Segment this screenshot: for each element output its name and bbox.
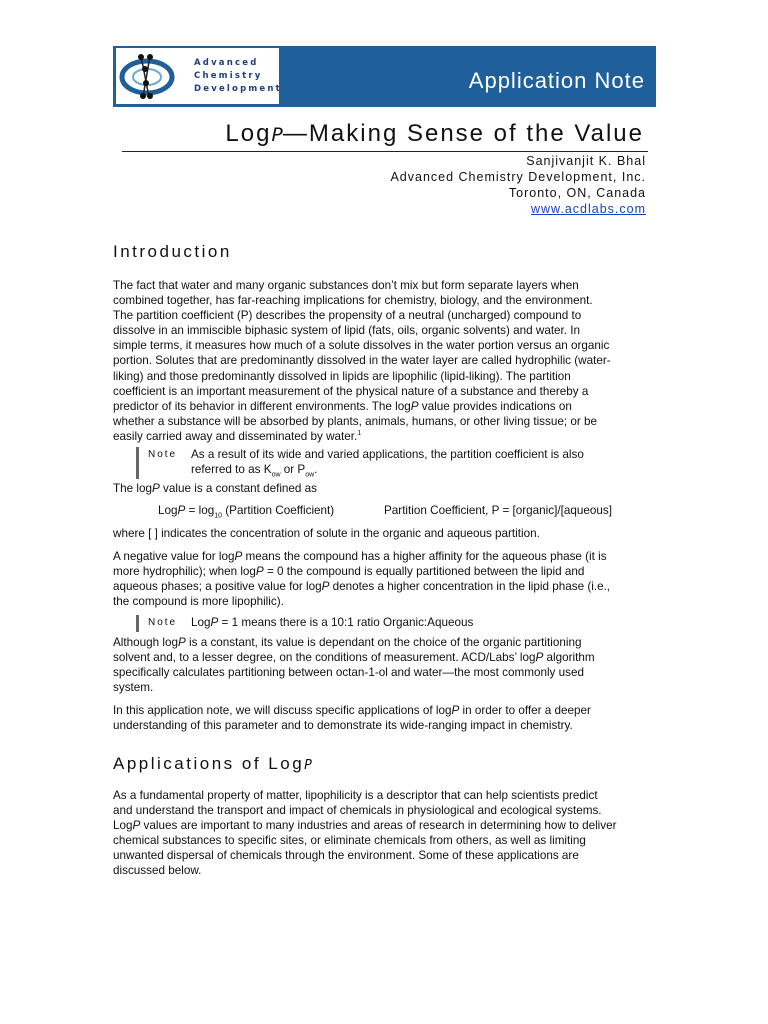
note-bar	[136, 447, 139, 479]
document-title: LogP—Making Sense of the Value	[225, 120, 644, 147]
applications-heading: Applications of LogP	[113, 754, 312, 773]
logp-formula: LogP = $\log_{10}$ (Partition Coefficient)	[158, 504, 335, 520]
discussion-paragraph: In this application note, we will discuss specific applications of logP in order to offer a deeper understanding of this parameter and to demonstrate its wide-ranging impact in chemistry.	[113, 704, 591, 733]
title-divider	[122, 151, 648, 152]
author-company: Advanced Chemistry Development, Inc.	[390, 170, 646, 184]
author-website	[531, 202, 646, 216]
note-text: As a result of its wide and varied applications, the partition coefficient is also referred to as $K_{ow}$ or $P_{ow}$.	[191, 448, 584, 479]
partition-coefficient-formula: Partition Coefficient, P = [organic]/[aqueous]	[384, 504, 612, 517]
logp-definition-text: The logP value is a constant defined as	[113, 482, 318, 495]
author-location: Toronto, ON, Canada	[508, 186, 646, 200]
note-ratio-text: LogP = 1 means there is a 10:1 ratio Organic:Aqueous	[191, 616, 474, 629]
note-bar	[136, 615, 139, 632]
applications-paragraph: As a fundamental property of matter, lipophilicity is a descriptor that can help scientists predict and understand the transport and impact of chemicals in physiological and ecological systems. LogP values are important to many industries and areas of research in determining how to deliver chemical substances to specific sites, or eliminate chemicals from others, as well as limiting unwanted dispersal of chemicals through the environment. Some of these applications are discussed below.	[113, 789, 617, 878]
note-label: Note	[148, 617, 178, 628]
banner-title: Application Note	[468, 68, 645, 93]
introduction-heading: Introduction	[113, 242, 232, 261]
intro-paragraph: The fact that water and many organic substances don’t mix but form separate layers when combined together, has far-reaching implications for chemistry, biology, and the environment. The partition coefficient (P) describes the propensity of a neutral (uncharged) compound to dissolve in an immiscible biphasic system of lipid (fats, oils, organic solvents) and water. In simple terms, it measures how much of a solute dissolves in the water portion versus an organic portion. Solutes that are predominantly dissolved in the water layer are called hydrophilic (water- liking) and those predominantly dissolved in lipids are lipophilic (lipid-liking). The partition coefficient is an important measurement of the physical nature of a substance and thereby a predictor of its behavior in different environments. The logP value provides indications on whether a substance will be absorbed by plants, animals, humans, or other living tissue; or be easily carried away and disseminated by water.$^1$	[113, 279, 611, 443]
constant-value-paragraph: Although logP is a constant, its value is dependant on the choice of the organic partitioning solvent and, to a lesser degree, on the conditions of measurement. ACD/Labs’ logP algorithm specifically calculates partitioning between octan-1-ol and water—the most commonly used system.	[113, 636, 595, 695]
note-label: Note	[148, 449, 178, 460]
molecule-logo-icon	[119, 50, 175, 102]
website-link[interactable]: www.acdlabs.com	[530, 202, 646, 216]
logo-wordmark: Advanced Chemistry Development	[194, 58, 282, 94]
author-name: Sanjivanjit K. Bhal	[526, 154, 646, 168]
negative-value-paragraph: A negative value for logP means the compound has a higher affinity for the aqueous phase (it is more hydrophilic); when logP = 0 the compound is equally partitioned between the lipid and aqueous phases; a positive value for logP denotes a higher concentration in the lipid phase (i.e., the compound is more lipophilic).	[113, 550, 611, 609]
concentration-note: where [ ] indicates the concentration of solute in the organic and aqueous partition.	[113, 527, 540, 540]
